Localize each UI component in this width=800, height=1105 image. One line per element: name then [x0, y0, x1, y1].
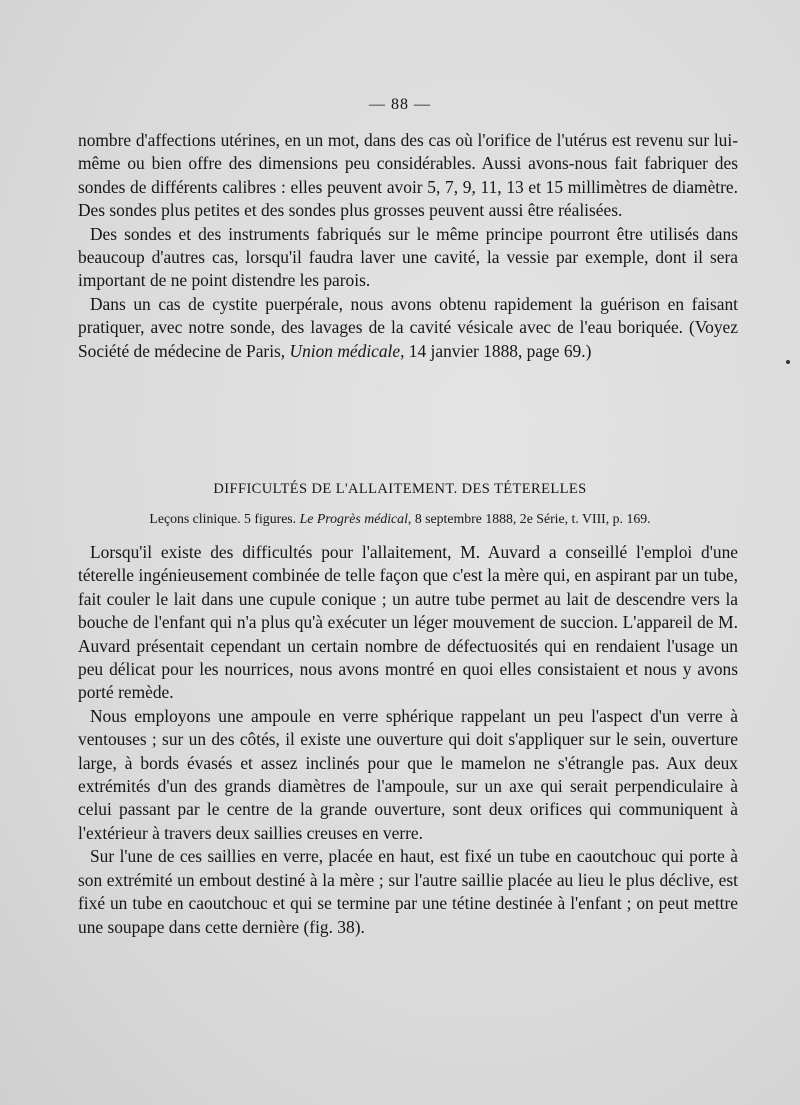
paragraph-3-text-b: , 14 janvier 1888, page 69.) [400, 340, 592, 361]
journal-title-progres-medical: Le Progrès médical [299, 511, 408, 526]
section-1-text [78, 129, 738, 363]
paragraph-4: Lorsqu'il existe des difficultés pour l'allaitement, M. Auvard a conseillé l'emploi d'une téterelle ingénieusement combinée de telle façon que c'est la mère qui, en aspirant par un tube, fait couler le lait dans une cupule conique ; un autre tube permet au lait de descendre vers la bouche de l'enfant qui n'a plus qu'à exécuter un léger mouvement de succion. L'appareil de M. Auvard présentait cependant un certain nombre de défectuosités qui en rendaient l'usage un peu délicat pour les nourrices, nous avons montré en quoi elles consistaient et nous y avons porté remède. [78, 542, 738, 703]
reference-text-b: , 8 septembre 1888, 2e Série, t. VIII, p. 169. [407, 511, 651, 526]
paragraph-3 [78, 293, 738, 363]
paragraph-6: Sur l'une de ces saillies en verre, placée en haut, est fixé un tube en caoutchouc qui porte à son extrémité un embout destiné à la mère ; sur l'autre saillie placée au lieu le plus déclive, est fixé un tube en caoutchouc et qui se termine par une tétine destinée à l'enfant ; on peut mettre une soupape dans cette dernière (fig. 38). [78, 846, 738, 937]
paragraph-3-text-a: Dans un cas de cystite puerpérale, nous avons obtenu rapidement la guérison en faisant pratiquer, avec notre sonde, des lavages de la cavité vésicale avec de l'eau boriquée. (Voyez Société de médecine de Paris, [78, 293, 738, 361]
paragraph-5: Nous employons une ampoule en verre sphérique rappelant un peu l'aspect d'un verre à ventouses ; sur un des côtés, il existe une ouverture qui doit s'appliquer sur le sein, ouverture large, à bords évasés et assez inclinés pour que le mamelon ne s'étrangle pas. Aux deux extrémités d'un des grands diamètres de l'ampoule, sur un axe qui serait perpendiculaire à celui passant par le centre de la grande ouverture, sont deux orifices qui communiquent à l'extérieur à travers deux saillies creuses en verre. [78, 705, 738, 843]
journal-title-union-medicale: Union médicale [289, 340, 401, 361]
margin-speck [786, 360, 790, 364]
section-2-text [78, 541, 738, 939]
paragraph-1: nombre d'affections utérines, en un mot, dans des cas où l'orifice de l'utérus est revenu sur lui-même ou bien offre des dimensions peu considérables. Aussi avons-nous fait fabriquer des sondes de différents calibres : elles peuvent avoir 5, 7, 9, 11, 13 et 15 millimètres de diamètre. Des sondes plus petites et des sondes plus grosses peuvent aussi être réalisées. [78, 130, 738, 221]
section-heading: DIFFICULTÉS DE L'ALLAITEMENT. DES TÉTERELLES [213, 481, 587, 497]
page-number: — 88 — [369, 96, 431, 113]
paragraph-2: Des sondes et des instruments fabriqués sur le même principe pourront être utilisés dans beaucoup d'autres cas, lorsqu'il faudra laver une cavité, la vessie par exemple, dont il sera important de ne point distendre les parois. [78, 223, 738, 291]
bibliographic-reference [0, 511, 800, 527]
reference-text-a: Leçons clinique. 5 figures. [149, 511, 300, 526]
